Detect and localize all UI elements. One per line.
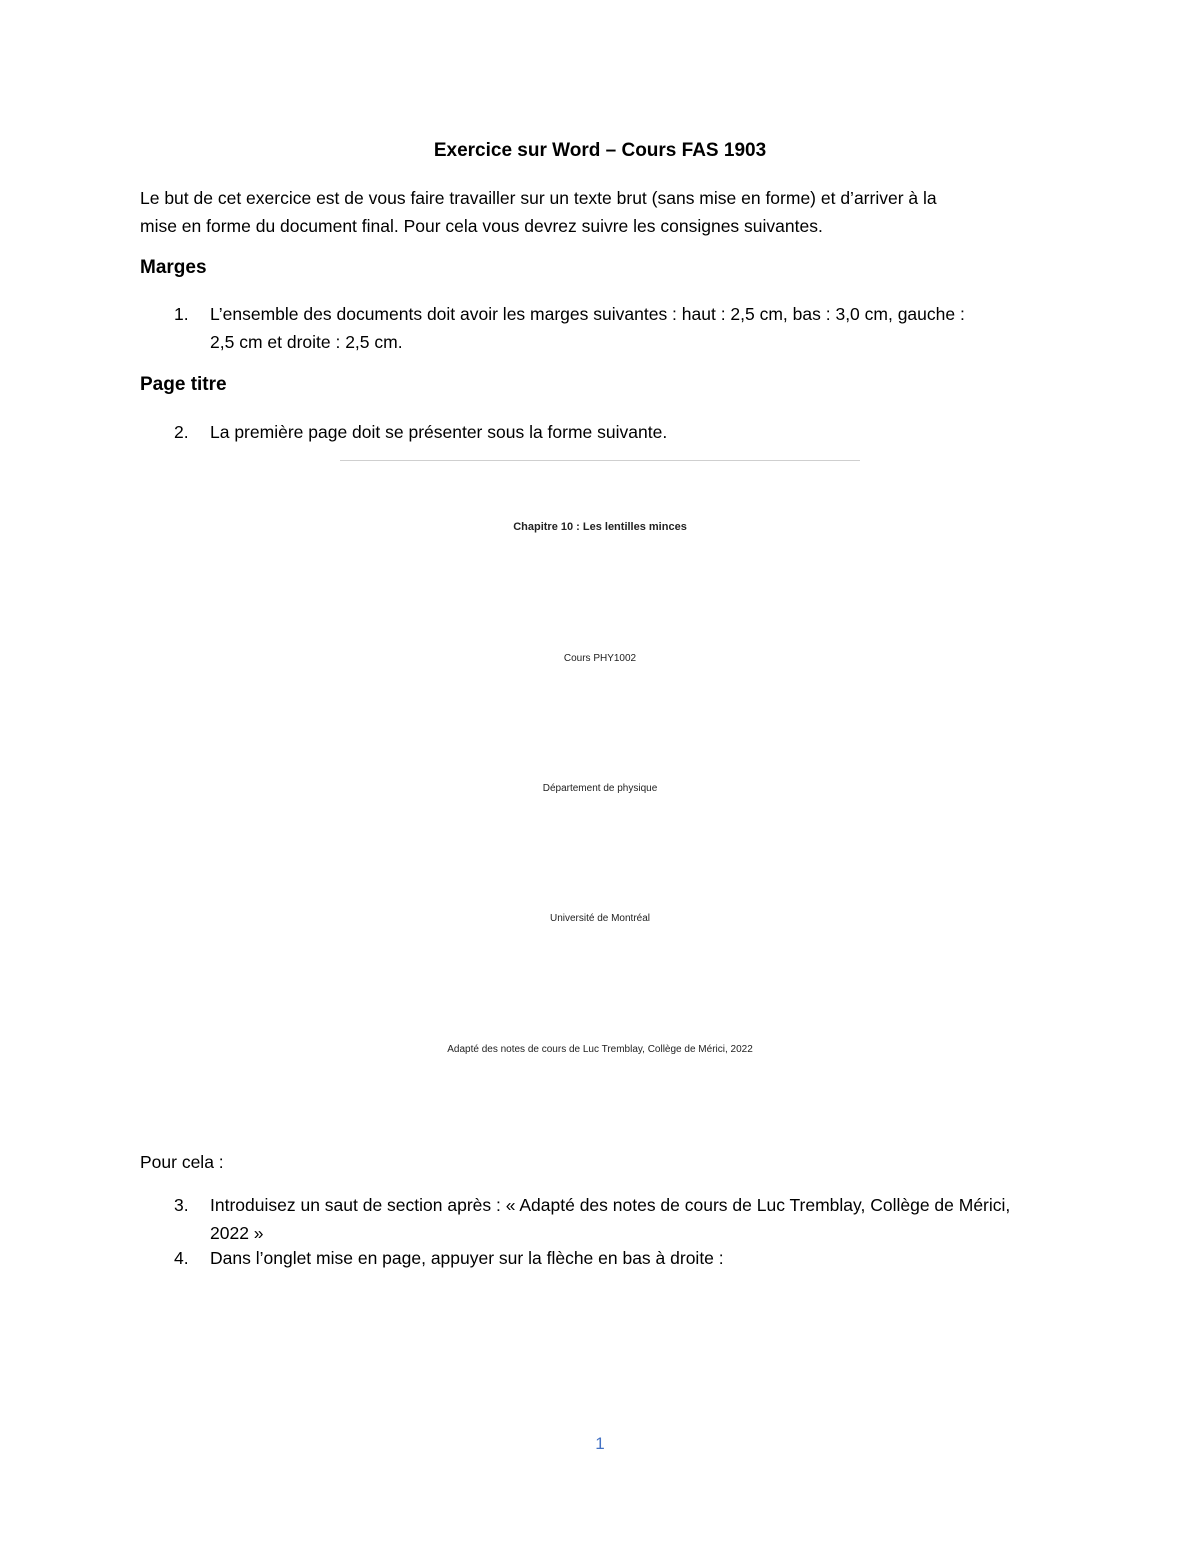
list-text-2: La première page doit se présenter sous la forme suivante. [210,422,668,442]
list-item-1 [140,300,1070,356]
list-number-1: 1. [174,304,189,324]
list-text-1-line-1: L’ensemble des documents doit avoir les marges suivantes : haut : 2,5 cm, bas : 3,0 cm, gauche : [210,304,965,324]
pour-cela-text: Pour cela : [140,1152,224,1172]
document-title: Exercice sur Word – Cours FAS 1903 [433,140,767,161]
preview-separator [340,460,860,461]
list-text-1 [210,300,1070,356]
list-item-3 [140,1191,1070,1247]
heading-page-titre: Page titre [140,374,227,395]
list-item-4 [140,1244,1070,1272]
list-text-1-line-2: 2,5 cm et droite : 2,5 cm. [210,332,403,352]
list-text-3 [210,1191,1070,1247]
list-text-3-line-2: 2022 » [210,1223,264,1243]
list-number-3: 3. [174,1195,189,1215]
intro-line-1: Le but de cet exercice est de vous faire travailler sur un texte brut (sans mise en forme) et d’arriver à la [140,188,937,208]
intro-line-2: mise en forme du document final. Pour cela vous devrez suivre les consignes suivantes. [140,216,823,236]
preview-chapter-title: Chapitre 10 : Les lentilles minces [513,521,687,533]
intro-paragraph [140,184,1060,240]
heading-marges: Marges [140,257,207,278]
list-item-2 [140,418,1070,446]
preview-course: Cours PHY1002 [563,653,637,664]
list-number-2: 2. [174,422,189,442]
list-text-4: Dans l’onglet mise en page, appuyer sur la flèche en bas à droite : [210,1248,724,1268]
page-number: 1 [595,1434,605,1453]
preview-adapted-from: Adapté des notes de cours de Luc Tremblay, Collège de Mérici, 2022 [447,1044,753,1055]
preview-department: Département de physique [542,783,658,794]
preview-university: Université de Montréal [549,913,651,924]
list-text-3-line-1: Introduisez un saut de section après : « Adapté des notes de cours de Luc Tremblay, Collège de Mérici, [210,1195,1011,1215]
list-number-4: 4. [174,1248,189,1268]
